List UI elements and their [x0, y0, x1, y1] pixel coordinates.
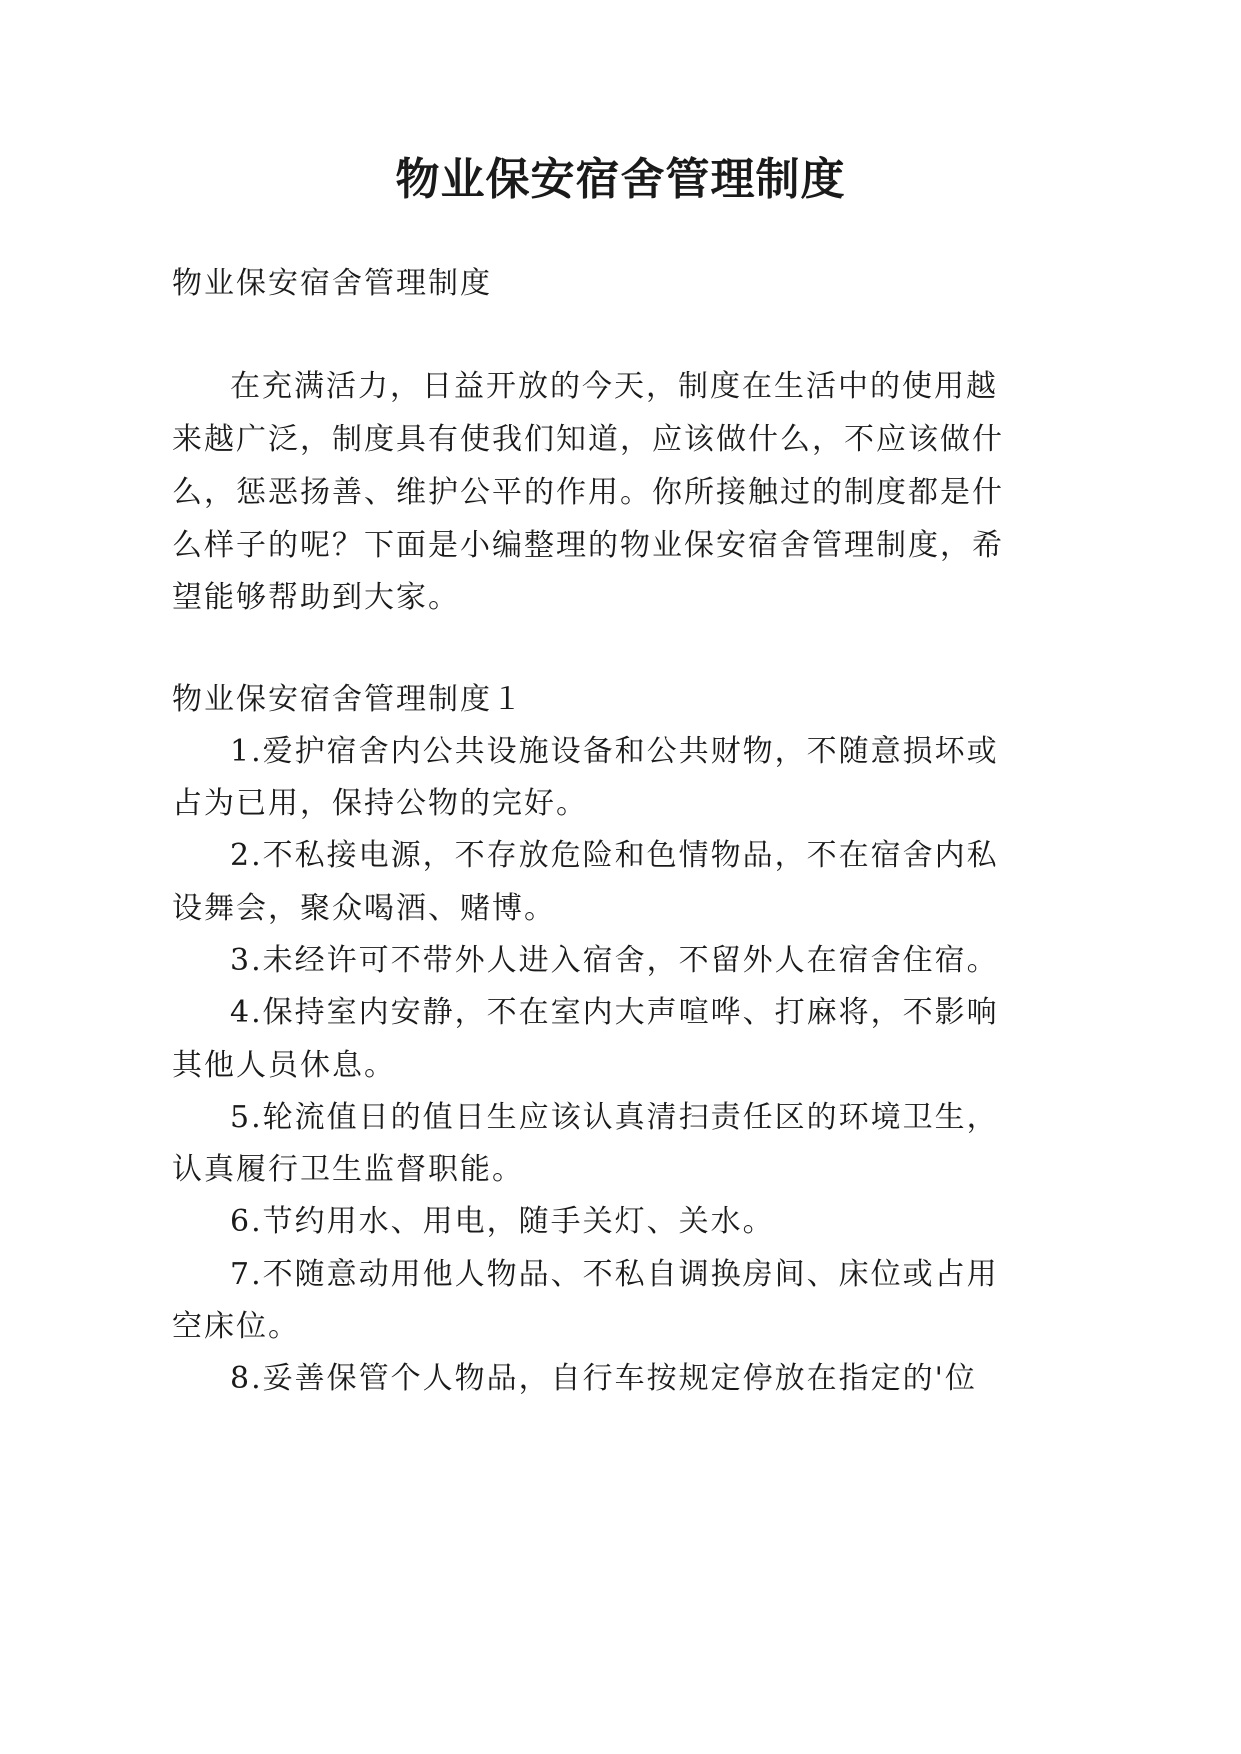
document-title: 物业保安宿舍管理制度	[395, 154, 846, 205]
intro-line: 在充满活力，日益开放的今天，制度在生活中的使用越	[230, 369, 998, 404]
document-subtitle: 物业保安宿舍管理制度	[172, 266, 492, 301]
rule-line: 8.妥善保管个人物品，自行车按规定停放在指定的'位	[230, 1361, 977, 1396]
rule-line: 7.不随意动用他人物品、不私自调换房间、床位或占用	[230, 1257, 999, 1292]
rule-line: 认真履行卫生监督职能。	[172, 1152, 524, 1187]
intro-line: 么，惩恶扬善、维护公平的作用。你所接触过的制度都是什	[172, 475, 1004, 510]
intro-line: 来越广泛，制度具有使我们知道，应该做什么，不应该做什	[172, 422, 1004, 457]
rule-line: 3.未经许可不带外人进入宿舍，不留外人在宿舍住宿。	[230, 943, 999, 978]
rule-line: 4.保持室内安静，不在室内大声喧哗、打麻将，不影响	[230, 995, 999, 1030]
section-heading: 物业保安宿舍管理制度１	[172, 682, 524, 717]
rule-line: 空床位。	[172, 1309, 300, 1344]
intro-line: 么样子的呢？下面是小编整理的物业保安宿舍管理制度，希	[172, 528, 1004, 563]
intro-line: 望能够帮助到大家。	[172, 580, 460, 615]
rule-line: 2.不私接电源，不存放危险和色情物品，不在宿舍内私	[230, 838, 999, 873]
rule-line: 设舞会，聚众喝酒、赌博。	[172, 891, 556, 926]
rule-line: 1.爱护宿舍内公共设施设备和公共财物，不随意损坏或	[230, 734, 999, 769]
rule-line: 其他人员休息。	[172, 1048, 396, 1083]
rule-line: 占为已用，保持公物的完好。	[172, 786, 588, 821]
rule-line: 5.轮流值日的值日生应该认真清扫责任区的环境卫生，	[230, 1100, 999, 1135]
rule-line: 6.节约用水、用电，随手关灯、关水。	[230, 1204, 775, 1239]
